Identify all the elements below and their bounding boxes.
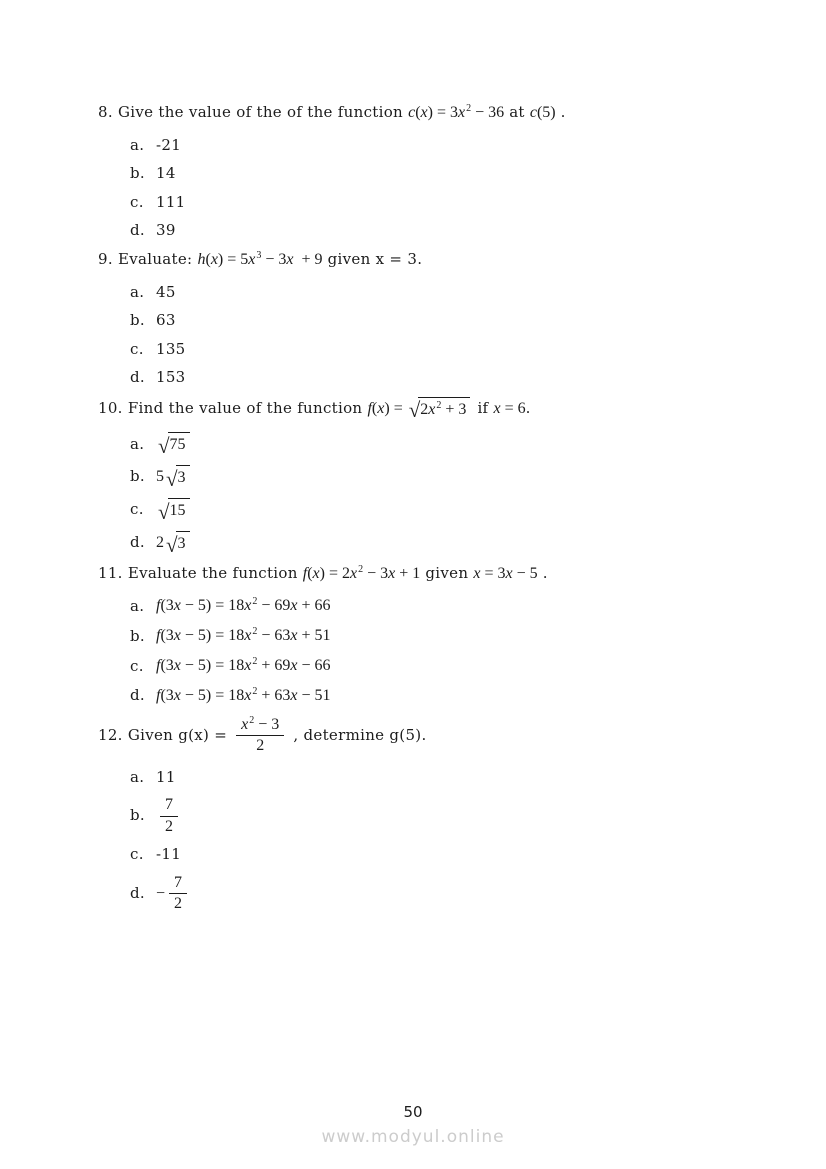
math-run: − 66 — [297, 656, 331, 674]
math-run: h — [197, 250, 206, 268]
question-11 — [98, 564, 770, 707]
radical-sign-icon: √ — [158, 434, 170, 459]
text-run: , determine g(5). — [288, 725, 427, 744]
math-radical — [158, 498, 190, 522]
text-run: Given g(x) = — [127, 725, 233, 744]
math-run: (3 — [160, 627, 174, 645]
text-run: 14 — [156, 164, 176, 183]
radical-sign-icon: √ — [158, 499, 170, 524]
footer-url: www.modyul.online — [321, 1127, 505, 1147]
math-run: 2 — [256, 737, 265, 755]
fraction-numerator — [160, 796, 178, 814]
math-run: − 51 — [297, 686, 331, 704]
option-content — [156, 656, 331, 677]
text-run: if — [472, 398, 494, 417]
option-content — [156, 368, 186, 388]
option-c — [130, 340, 770, 360]
question-10 — [98, 397, 770, 555]
math-run: c — [529, 104, 537, 121]
math-run: 2 — [420, 400, 429, 418]
math-radical — [166, 531, 190, 555]
option-a — [130, 432, 770, 459]
math-run: 3 — [177, 534, 186, 552]
text-run: 135 — [156, 339, 186, 358]
math-run: x — [173, 656, 181, 674]
option-label: b. — [130, 311, 145, 330]
option-label: a. — [130, 767, 145, 786]
math-run: (3 — [160, 686, 174, 704]
math-run: 2 — [174, 895, 183, 913]
radicand — [168, 498, 190, 522]
math-run: 2 — [249, 714, 255, 726]
option-b — [130, 465, 770, 489]
math-run: ) = 3 — [427, 104, 458, 121]
option-content — [156, 845, 181, 865]
math-run: − — [156, 884, 166, 902]
math-run: − 5) = 18 — [180, 627, 245, 645]
math-run: − 63 — [257, 627, 291, 645]
math-run: + 9 — [293, 250, 323, 268]
radicand — [418, 397, 470, 421]
math-run: + 51 — [297, 627, 331, 645]
option-b — [130, 626, 770, 647]
option-d — [130, 531, 770, 555]
question-number: 10. — [98, 398, 128, 417]
math-run: 2 — [466, 103, 472, 114]
fraction-numerator — [236, 716, 284, 734]
option-c — [130, 656, 770, 677]
math-run: x — [244, 656, 252, 674]
fraction-bar — [169, 893, 187, 894]
math-run: x — [290, 597, 298, 615]
math-run: f — [156, 597, 161, 615]
math-run: x — [388, 564, 396, 582]
math-run: − 69 — [257, 597, 291, 615]
math-run: 2 — [252, 626, 258, 638]
math-run: x — [173, 597, 181, 615]
text-run: given x = 3. — [322, 249, 423, 268]
options-list — [130, 596, 770, 706]
text-run: Evaluate the function — [127, 563, 303, 582]
option-label: b. — [130, 164, 145, 183]
math-run: f — [156, 627, 161, 645]
question-number: 12. — [98, 725, 128, 744]
math-run: ( — [205, 250, 211, 268]
options-list — [130, 283, 770, 388]
option-label: a. — [130, 597, 145, 616]
math-fraction — [160, 796, 178, 836]
option-content — [156, 136, 181, 156]
option-b — [130, 796, 770, 836]
option-content — [156, 874, 191, 914]
option-label: c. — [130, 500, 144, 519]
text-run: Find the value of the function — [127, 398, 368, 417]
math-run: ( — [307, 564, 313, 582]
option-label: c. — [130, 845, 144, 864]
math-run: x — [173, 686, 181, 704]
text-run: given — [420, 563, 474, 582]
option-content — [156, 498, 192, 522]
text-run: 111 — [156, 192, 186, 211]
options-list — [130, 768, 770, 914]
option-label: c. — [130, 192, 144, 211]
option-content — [156, 686, 331, 707]
option-content — [156, 221, 176, 241]
math-run: 3 — [256, 249, 262, 261]
question-number: 8. — [98, 103, 118, 121]
math-run: x — [244, 627, 252, 645]
math-run: x — [350, 564, 358, 582]
math-run: c — [408, 104, 416, 121]
radicand — [168, 432, 190, 456]
text-run: . — [525, 398, 531, 417]
option-label: a. — [130, 282, 145, 301]
math-run: + 66 — [297, 597, 331, 615]
fraction-bar — [236, 735, 284, 736]
option-a — [130, 768, 770, 788]
option-d — [130, 686, 770, 707]
math-run: 2 — [165, 817, 173, 835]
math-run: x — [241, 715, 249, 733]
math-run: − 5 — [512, 564, 538, 582]
option-content — [156, 311, 176, 331]
math-run: x — [473, 564, 481, 582]
math-run: x — [290, 627, 298, 645]
option-label: c. — [130, 339, 144, 358]
math-run: x — [173, 627, 181, 645]
math-run: + 69 — [257, 656, 291, 674]
option-label: a. — [130, 135, 145, 154]
math-run: (3 — [160, 656, 174, 674]
option-label: d. — [130, 686, 145, 705]
radical-sign-icon: √ — [166, 532, 178, 557]
math-run: − 5) = 18 — [180, 597, 245, 615]
text-run: . — [555, 103, 566, 121]
option-content — [156, 796, 182, 836]
question-12 — [98, 716, 770, 914]
text-run: -11 — [156, 845, 182, 864]
math-run: f — [367, 399, 372, 417]
math-run: − 5) = 18 — [180, 686, 245, 704]
option-label: d. — [130, 221, 145, 240]
option-content — [156, 432, 192, 459]
math-run: 2 — [252, 655, 258, 667]
question-stem — [98, 250, 770, 271]
math-run: 5 — [156, 467, 164, 485]
math-run: x — [457, 104, 466, 121]
math-radical — [166, 465, 190, 489]
question-number: 9. — [98, 249, 118, 268]
math-run: + 1 — [395, 564, 421, 582]
option-content — [156, 626, 331, 647]
math-run: x — [290, 656, 298, 674]
option-content — [156, 596, 331, 617]
option-content — [156, 465, 192, 489]
options-list — [130, 432, 770, 557]
math-fraction — [236, 716, 284, 756]
math-fraction — [169, 874, 187, 914]
math-run: 15 — [169, 501, 186, 519]
text-run: 63 — [156, 311, 176, 330]
math-run: ( — [415, 104, 421, 121]
math-run: x — [286, 250, 294, 268]
math-run: − 3 — [261, 250, 287, 268]
text-run: 39 — [156, 221, 176, 240]
question-stem — [98, 103, 770, 124]
math-run: − 5) = 18 — [180, 656, 245, 674]
question-number: 11. — [98, 563, 128, 582]
math-run: x — [493, 399, 501, 417]
option-content — [156, 768, 176, 788]
fraction-bar — [160, 816, 178, 817]
options-list — [130, 136, 770, 241]
option-label: b. — [130, 467, 145, 486]
option-d — [130, 874, 770, 914]
question-9 — [98, 250, 770, 388]
option-label: a. — [130, 434, 145, 453]
math-run: = 3 — [480, 564, 506, 582]
text-run: 11 — [156, 767, 176, 786]
math-run: x — [290, 686, 298, 704]
math-run: x — [377, 399, 385, 417]
option-content — [156, 283, 176, 303]
math-run: 2 — [436, 399, 442, 411]
math-run: ) = 2 — [319, 564, 351, 582]
math-run: x — [428, 400, 436, 418]
math-run: = 6 — [500, 399, 526, 417]
math-run: x — [420, 104, 428, 121]
fraction-denominator — [169, 895, 187, 913]
option-b — [130, 164, 770, 184]
question-stem — [98, 397, 770, 421]
math-run: − 36 — [471, 104, 505, 121]
option-label: b. — [130, 626, 145, 645]
option-b — [130, 311, 770, 331]
page-number: 50 — [403, 1103, 423, 1121]
math-run: + 3 — [441, 400, 467, 418]
text-run: Evaluate: — [117, 249, 198, 268]
math-run: 75 — [169, 436, 186, 454]
option-label: d. — [130, 884, 145, 902]
math-run: f — [302, 564, 308, 582]
option-c — [130, 193, 770, 213]
math-run: x — [312, 564, 320, 582]
math-run: (3 — [160, 597, 174, 615]
fraction-numerator — [169, 874, 187, 892]
math-run: x — [248, 250, 256, 268]
fraction-denominator — [160, 818, 178, 836]
math-run: ) = — [384, 399, 407, 417]
radical-sign-icon: √ — [408, 398, 421, 423]
math-run: 7 — [165, 796, 173, 814]
option-a — [130, 596, 770, 617]
question-list — [98, 103, 770, 923]
text-run: . — [537, 563, 548, 582]
math-run: x — [244, 686, 252, 704]
option-c — [130, 845, 770, 865]
math-run: ) = 5 — [217, 250, 249, 268]
math-run: − 3 — [254, 715, 280, 733]
math-run: 2 — [252, 596, 258, 608]
math-run: x — [210, 250, 218, 268]
option-content — [156, 340, 186, 360]
text-run: 45 — [156, 282, 176, 301]
question-8 — [98, 103, 770, 241]
math-run: 2 — [156, 533, 164, 551]
option-label: b. — [130, 806, 145, 825]
math-run: x — [505, 564, 513, 582]
math-radical — [158, 432, 190, 459]
text-run: -21 — [156, 135, 182, 154]
option-c — [130, 498, 770, 522]
math-run: − 3 — [363, 564, 389, 582]
text-run: Give the value of the of the function — [117, 103, 409, 121]
option-label: c. — [130, 656, 144, 675]
math-run: x — [244, 597, 252, 615]
math-run: f — [156, 656, 161, 674]
radical-sign-icon: √ — [166, 466, 178, 491]
math-run: 2 — [252, 685, 258, 697]
option-d — [130, 368, 770, 388]
option-a — [130, 283, 770, 303]
question-stem — [98, 564, 770, 585]
text-run: at — [504, 103, 530, 121]
option-content — [156, 531, 192, 555]
math-run: ( — [371, 399, 378, 417]
math-radical — [409, 397, 471, 421]
math-run: 2 — [358, 563, 364, 575]
option-a — [130, 136, 770, 156]
math-run: + 63 — [257, 686, 291, 704]
option-d — [130, 221, 770, 241]
math-run: 3 — [177, 469, 186, 487]
math-run: (5) — [536, 104, 556, 121]
option-label: d. — [130, 532, 145, 551]
math-run: 7 — [174, 873, 183, 891]
text-run: 153 — [156, 368, 186, 387]
math-run: f — [156, 686, 161, 704]
option-content — [156, 164, 176, 184]
option-label: d. — [130, 368, 145, 387]
option-content — [156, 193, 186, 213]
question-stem — [98, 716, 770, 756]
fraction-denominator — [251, 737, 269, 755]
